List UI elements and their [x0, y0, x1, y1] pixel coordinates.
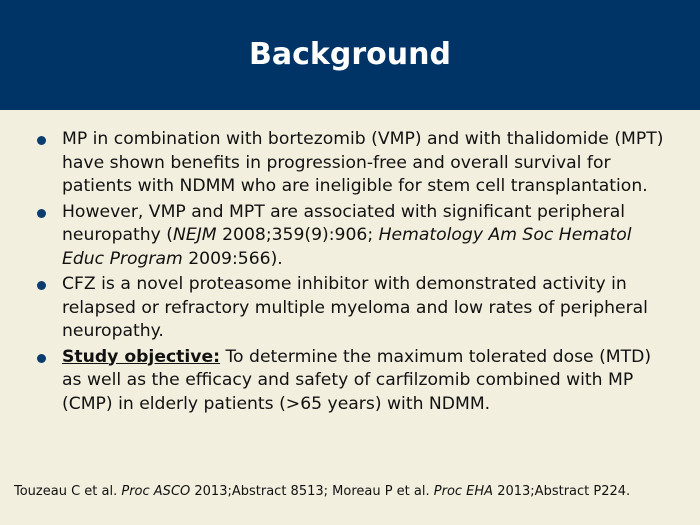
bullet-item — [32, 201, 672, 272]
references — [14, 482, 654, 501]
bullet-item — [32, 273, 672, 344]
study-objective-label: Study objective: — [62, 346, 221, 367]
reference-journal: Proc EHA — [433, 484, 494, 499]
reference-text: 2013;Abstract 8513; Moreau P et al. — [190, 484, 434, 499]
bullet-dot-icon — [37, 281, 46, 290]
reference-text: 2013;Abstract P224. — [493, 484, 631, 499]
citation-detail: 2009:566). — [182, 248, 283, 269]
bullet-dot-icon — [37, 354, 46, 363]
bullet-text: MP in combination with bortezomib (VMP) and with thalidomide (MPT) have shown benefits in progression-free and overall survival for patients with NDMM who are ineligible for stem cell transplantation. — [62, 129, 664, 196]
citation-journal: Hematology Am Soc Hematol Educ Program — [62, 225, 632, 269]
bullet-list — [32, 128, 672, 418]
bullet-dot-icon — [37, 209, 46, 218]
citation-detail: 2008;359(9):906; — [216, 225, 379, 245]
bullet-text: CFZ is a novel proteasome inhibitor with demonstrated activity in relapsed or refractory multiple myeloma and low rates of peripheral neuropathy. — [62, 274, 648, 341]
reference-journal: Proc ASCO — [121, 484, 191, 499]
bullet-item — [32, 346, 672, 417]
bullet-item — [32, 128, 672, 199]
bullet-text: To determine the maximum tolerated dose (MTD) as well as the efficacy and safety of carfilzomib combined with MP (CMP) in elderly patients (>65 years) with NDMM. — [62, 346, 652, 414]
title-banner — [0, 0, 700, 110]
citation-journal: NEJM — [172, 225, 217, 245]
reference-text: Touzeau C et al. — [14, 484, 122, 499]
bullet-dot-icon — [37, 136, 46, 145]
slide-title: Background — [249, 36, 451, 72]
bullet-text: However, VMP and MPT are associated with significant peripheral neuropathy ( — [62, 201, 626, 245]
